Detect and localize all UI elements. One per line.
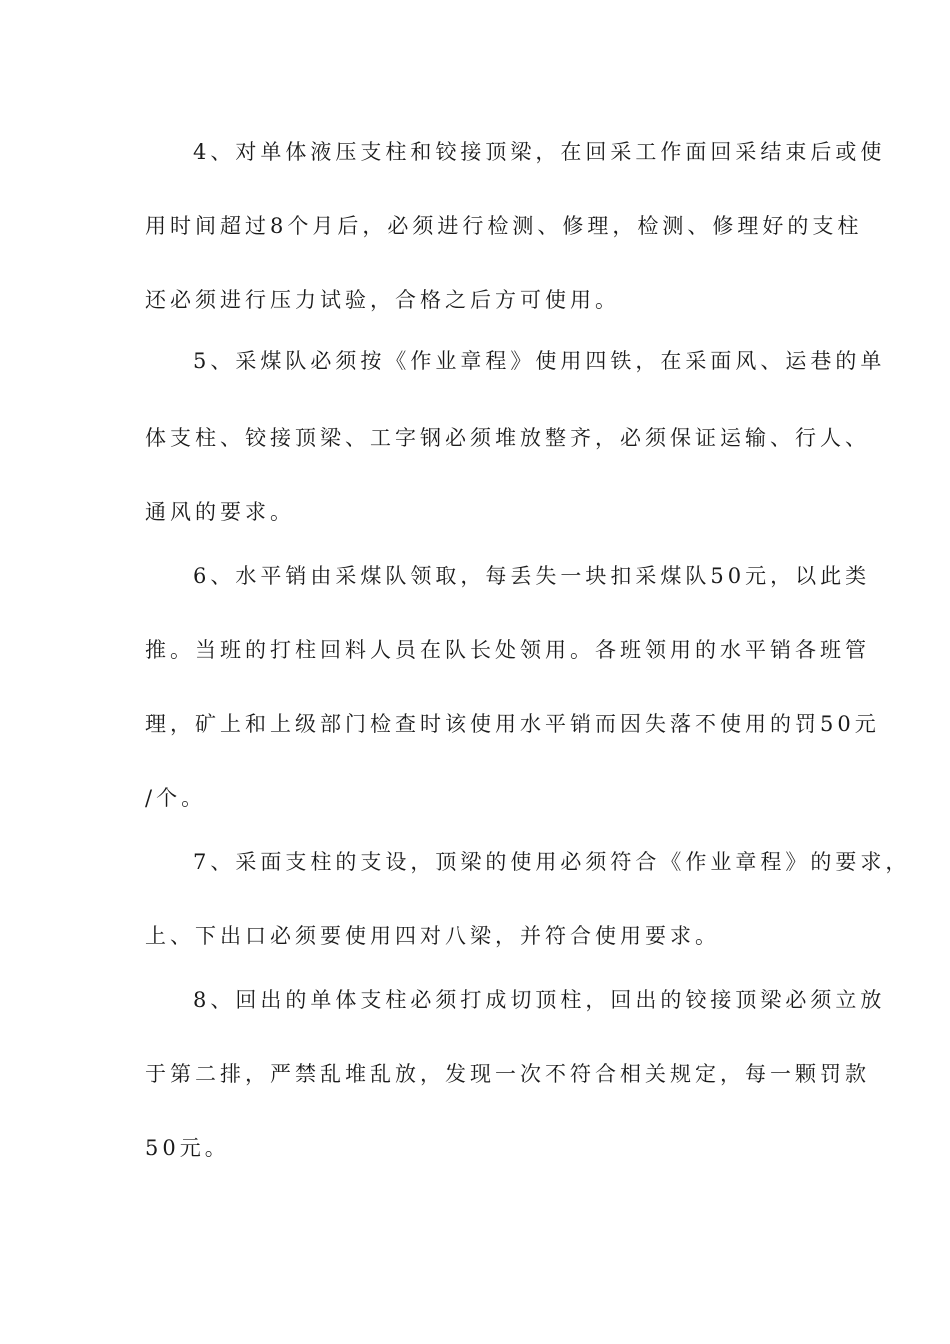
paragraph-8-line-3: 50元。 — [145, 1136, 230, 1160]
paragraph-5-line-3: 通风的要求。 — [145, 500, 295, 524]
paragraph-4-line-2: 用时间超过8个月后，必须进行检测、修理，检测、修理好的支柱 — [145, 214, 863, 238]
paragraph-8-line-2: 于第二排，严禁乱堆乱放，发现一次不符合相关规定，每一颗罚款 — [145, 1062, 870, 1086]
paragraph-5-line-1: 5、采煤队必须按《作业章程》使用四铁，在采面风、运巷的单 — [193, 349, 886, 373]
paragraph-4-line-3: 还必须进行压力试验，合格之后方可使用。 — [145, 288, 620, 312]
paragraph-6-line-1: 6、水平销由采煤队领取，每丢失一块扣采煤队50元，以此类 — [193, 564, 871, 588]
paragraph-6-line-3: 理，矿上和上级部门检查时该使用水平销而因失落不使用的罚50元 — [145, 712, 880, 736]
paragraph-7-line-2: 上、下出口必须要使用四对八梁，并符合使用要求。 — [145, 924, 720, 948]
paragraph-6-line-2: 推。当班的打柱回料人员在队长处领用。各班领用的水平销各班管 — [145, 638, 870, 662]
paragraph-6-line-4: /个。 — [145, 786, 207, 810]
paragraph-8-line-1: 8、回出的单体支柱必须打成切顶柱，回出的铰接顶梁必须立放 — [193, 988, 886, 1012]
paragraph-7-line-1: 7、采面支柱的支设，顶梁的使用必须符合《作业章程》的要求， — [193, 850, 911, 874]
paragraph-4-line-1: 4、对单体液压支柱和铰接顶梁，在回采工作面回采结束后或使 — [193, 140, 886, 164]
paragraph-5-line-2: 体支柱、铰接顶梁、工字钢必须堆放整齐，必须保证运输、行人、 — [145, 426, 870, 450]
